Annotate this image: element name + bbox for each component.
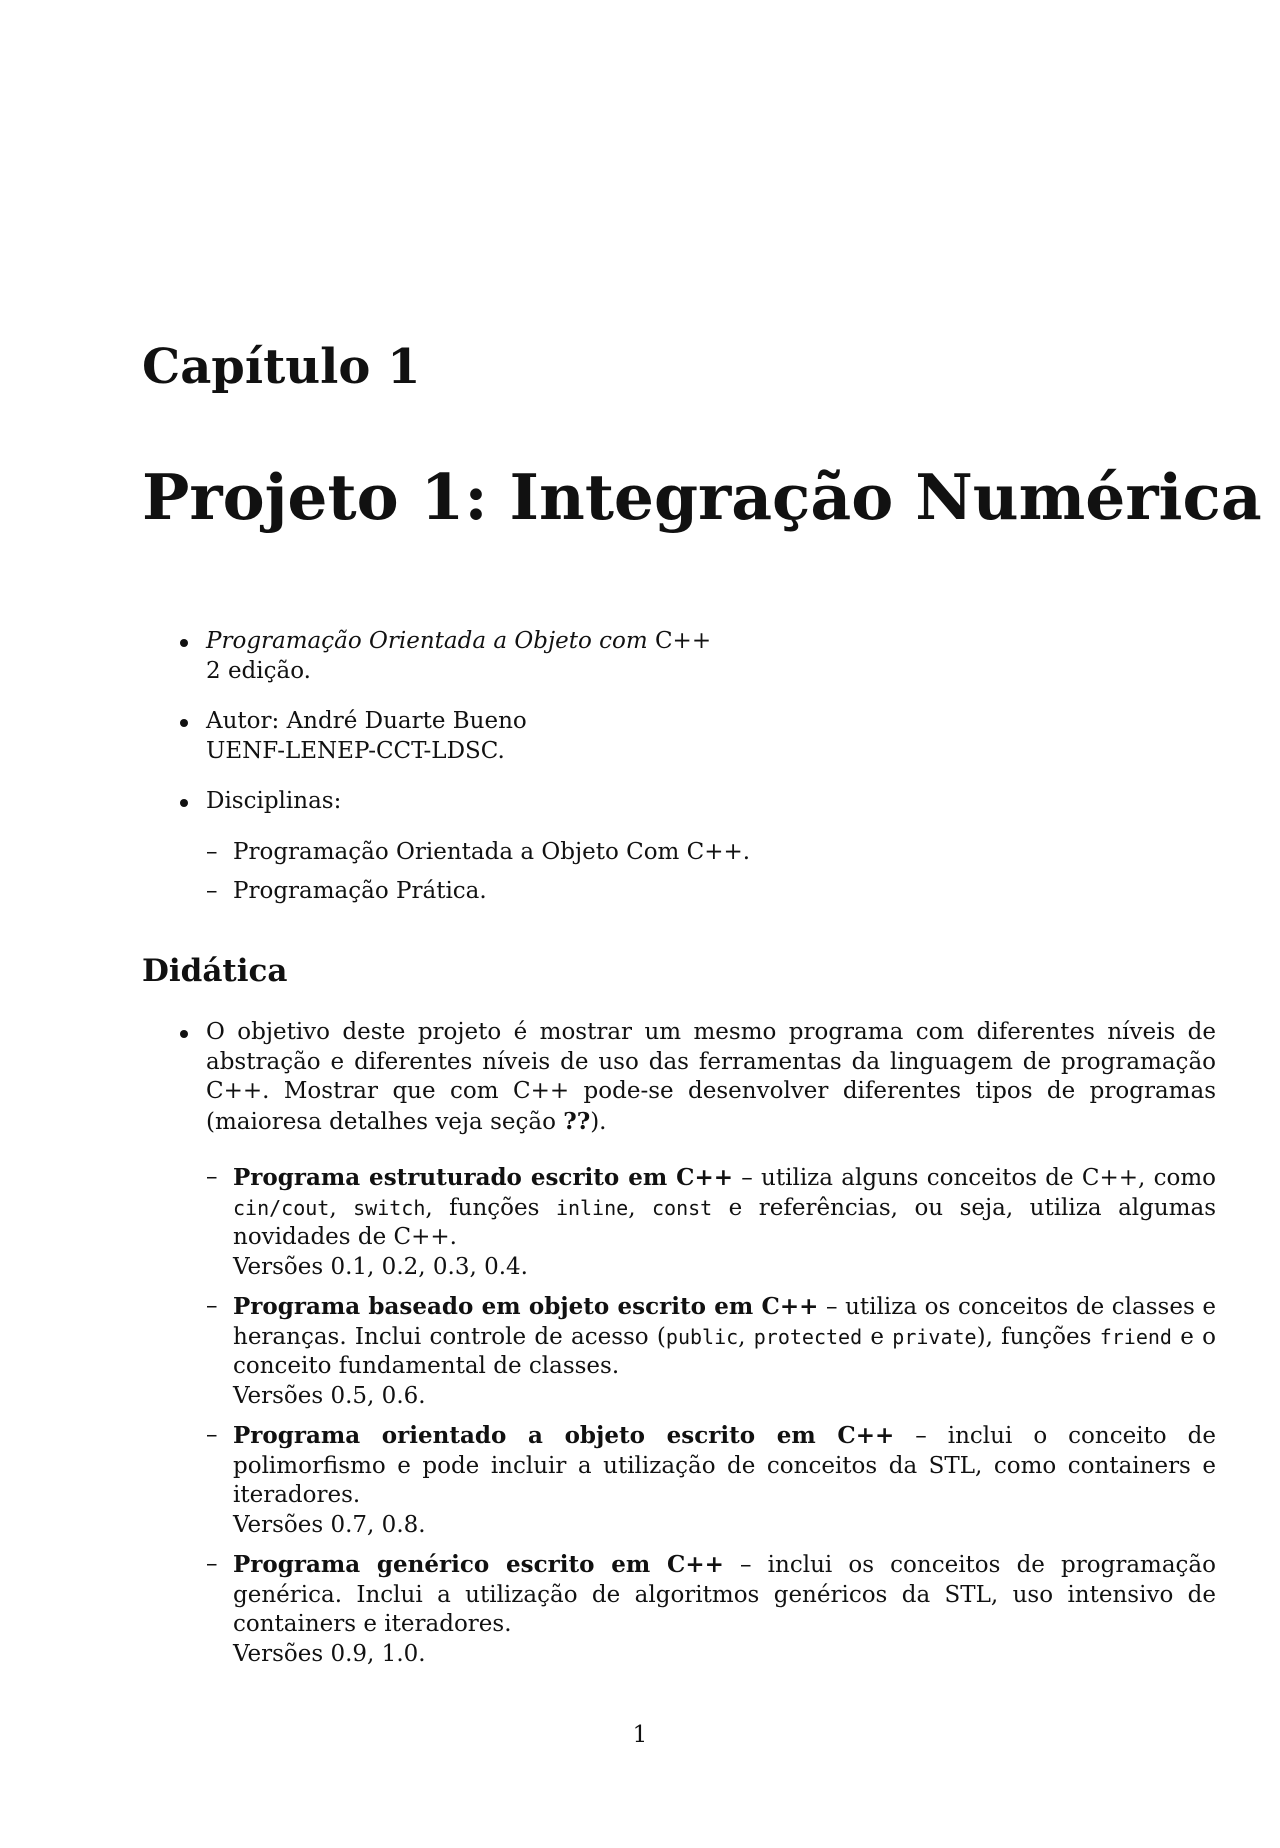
book-title: Programação Orientada a Objeto com (206, 628, 648, 654)
code-keyword: cin/cout (233, 1195, 330, 1220)
discipline-label: Programação Orientada a Objeto Com C++. (233, 838, 751, 865)
intro-end: ). (590, 1108, 607, 1135)
program-desc: – inclui o conceito de polimorfismo e pode incluir a utilização de conceitos da STL, como containers e iteradores. (233, 1423, 1216, 1508)
program-item (206, 1421, 1216, 1540)
program-versions: Versões 0.7, 0.8. (233, 1511, 426, 1538)
section-title-didatica: Didática (142, 953, 288, 989)
program-item (206, 1550, 1216, 1669)
bullet-icon (180, 719, 188, 727)
program-item (206, 1292, 1216, 1411)
program-desc: , (738, 1323, 754, 1350)
list-item (176, 627, 1216, 686)
list-item (176, 1018, 1216, 1669)
program-title: Programa estruturado escrito em C++ (233, 1164, 734, 1191)
program-item (206, 1163, 1216, 1282)
program-desc: , (628, 1194, 652, 1221)
code-keyword: friend (1099, 1324, 1172, 1349)
code-keyword: private (892, 1324, 977, 1349)
program-list (206, 1163, 1216, 1669)
program-desc: – utiliza alguns conceitos de C++, como (733, 1165, 1217, 1191)
disciplines-label: Disciplinas: (206, 788, 342, 814)
code-keyword: public (665, 1324, 739, 1349)
institution: UENF-LENEP-CCT-LDSC. (206, 737, 505, 764)
program-desc: e o conceito fundamental de classes. (233, 1323, 1216, 1379)
dash-icon: – (206, 838, 218, 865)
program-desc: – utiliza os conceitos de classes e heranças. Inclui controle de acesso ( (233, 1294, 1216, 1350)
didatica-list (176, 1018, 1216, 1679)
chapter-label: Capítulo 1 (142, 339, 421, 395)
code-keyword: const (651, 1195, 713, 1220)
program-versions: Versões 0.5, 0.6. (233, 1382, 426, 1409)
program-versions: Versões 0.1, 0.2, 0.3, 0.4. (233, 1253, 528, 1280)
program-title: Programa baseado em objeto escrito em C++ (233, 1293, 819, 1320)
program-desc: , funções (425, 1194, 556, 1221)
dash-icon: – (206, 1293, 218, 1319)
program-desc: – inclui os conceitos de programação genérica. Inclui a utilização de algoritmos genéricos da STL, uso intensivo de containers e iteradores. (233, 1552, 1216, 1637)
program-desc: e (862, 1323, 893, 1350)
dash-icon: – (206, 1551, 218, 1577)
bullet-icon (180, 799, 188, 807)
code-keyword: protected (753, 1324, 863, 1349)
program-desc: e referências, ou seja, utiliza algumas novidades de C++. (233, 1194, 1217, 1250)
book-language: C++ (654, 628, 712, 654)
bullet-icon (180, 639, 188, 647)
code-keyword: switch (353, 1195, 426, 1220)
code-keyword: inline (555, 1195, 629, 1220)
program-title: Programa orientado a objeto escrito em C++ (233, 1422, 895, 1449)
program-desc: , (329, 1194, 354, 1221)
discipline-item (206, 838, 1216, 868)
section-reference: ?? (563, 1107, 591, 1135)
intro-text: O objetivo deste projeto é mostrar um mesmo programa com diferentes níveis de abstração e diferentes níveis de uso das ferramentas da linguagem de programação C++. Mostrar que com C++ pode-se desenvolver diferentes tipos de programas (maioresa detalhes veja seção (206, 1019, 1216, 1135)
dash-icon: – (206, 1164, 218, 1190)
program-title: Programa genérico escrito em C++ (233, 1551, 724, 1578)
program-versions: Versões 0.9, 1.0. (233, 1640, 426, 1667)
edition: 2 edição. (206, 657, 311, 684)
dash-icon: – (206, 1422, 218, 1448)
disciplines-list (206, 838, 1216, 907)
list-item (176, 787, 1216, 907)
program-desc: ), funções (976, 1323, 1100, 1350)
chapter-title: Projeto 1: Integração Numérica (142, 460, 1262, 534)
author: Autor: André Duarte Bueno (206, 708, 527, 734)
page-number: 1 (632, 1722, 648, 1748)
dash-icon: – (206, 878, 218, 904)
info-list (176, 627, 1216, 928)
didatica-intro (206, 1018, 1216, 1137)
discipline-item (206, 877, 1216, 907)
list-item (176, 707, 1216, 766)
discipline-label: Programação Prática. (233, 878, 487, 904)
bullet-icon (180, 1030, 188, 1038)
